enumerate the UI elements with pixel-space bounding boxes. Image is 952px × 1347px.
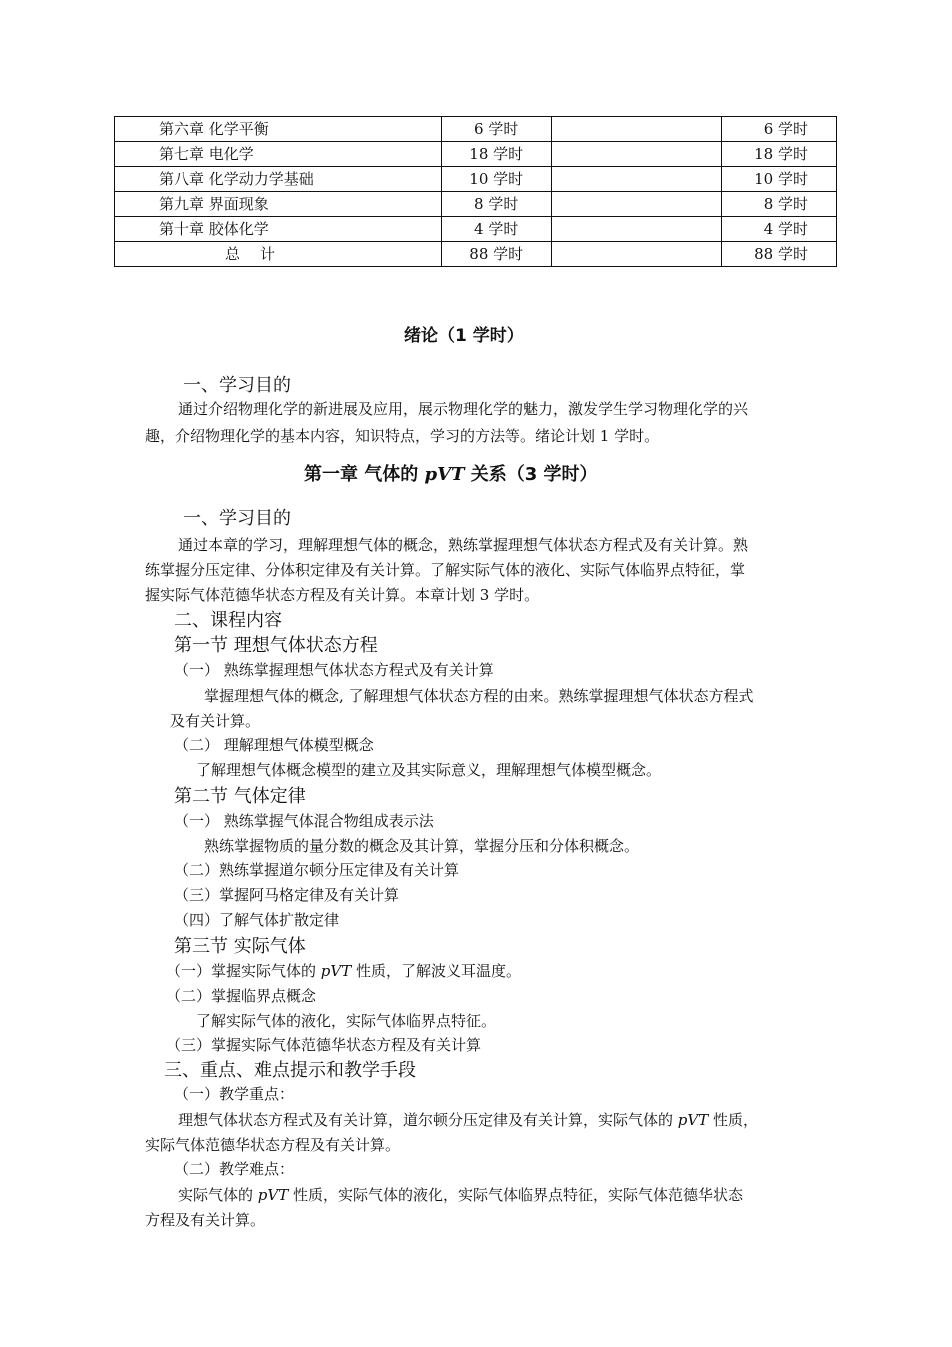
chapter-cell: 第九章 界面现象: [115, 192, 442, 217]
hours-cell: 18 学时: [441, 142, 551, 167]
chapter-title-suffix: 关系（3 学时）: [464, 464, 598, 485]
paragraph-line: 熟练掌握物质的量分数的概念及其计算，掌握分压和分体积概念。: [204, 837, 640, 855]
chapter-cell: 第八章 化学动力学基础: [115, 167, 442, 192]
subsection-heading: （二）掌握临界点概念: [166, 987, 317, 1005]
subsection-heading: （二） 理解理想气体模型概念: [174, 736, 374, 754]
total-cell: 6 学时: [721, 117, 836, 142]
table-row: [115, 117, 837, 142]
chapter-title-prefix: 第一章 气体的: [304, 464, 425, 485]
chapter-goal-line: 握实际气体范德华状态方程及有关计算。本章计划 3 学时。: [145, 586, 540, 604]
text-segment: 性质，: [708, 1111, 759, 1129]
paragraph-line: 实际气体范德华状态方程及有关计算。: [145, 1136, 401, 1154]
table-row: [115, 142, 837, 167]
extra-cell: [551, 142, 721, 167]
total-cell: 8 学时: [721, 192, 836, 217]
section-heading: 第二节 气体定律: [174, 786, 306, 807]
extra-cell: [551, 117, 721, 142]
text-segment: 性质，实际气体的液化，实际气体临界点特征，实际气体范德华状态: [288, 1186, 744, 1204]
hours-cell: 6 学时: [441, 117, 551, 142]
text-segment: 实际气体的: [178, 1186, 258, 1204]
content-heading: 二、课程内容: [174, 610, 282, 631]
text-segment: 性质，了解波义耳温度。: [351, 962, 522, 980]
chapter-cell: 第七章 电化学: [115, 142, 442, 167]
key-points-heading: 三、重点、难点提示和教学手段: [164, 1060, 416, 1081]
total-cell: 88 学时: [721, 242, 836, 267]
intro-paragraph-line: 通过介绍物理化学的新进展及应用，展示物理化学的魅力，激发学生学习物理化学的兴: [178, 400, 749, 418]
hours-cell: 8 学时: [441, 192, 551, 217]
total-cell: 4 学时: [721, 217, 836, 242]
chapter-goal-line: 通过本章的学习，理解理想气体的概念，熟练掌握理想气体状态方程式及有关计算。熟: [178, 536, 749, 554]
variable-pvt: pVT: [320, 962, 352, 980]
chapter-cell: 第十章 胶体化学: [115, 217, 442, 242]
paragraph-line: [178, 1109, 758, 1130]
subsection-heading: （一） 熟练掌握气体混合物组成表示法: [174, 812, 434, 830]
paragraph-line: 了解理想气体概念模型的建立及其实际意义，理解理想气体模型概念。: [196, 761, 662, 779]
paragraph-line: 掌握理想气体的概念, 了解理想气体状态方程的由来。熟练掌握理想气体状态方程式: [204, 687, 754, 705]
subsection-heading: （三）掌握阿马格定律及有关计算: [174, 886, 400, 904]
variable-pvt: pVT: [677, 1111, 709, 1129]
variable-pvt: pVT: [257, 1186, 289, 1204]
chapter-cell: 第六章 化学平衡: [115, 117, 442, 142]
paragraph-line: 方程及有关计算。: [145, 1211, 266, 1229]
table-total-row: [115, 242, 837, 267]
intro-goal-heading: 一、学习目的: [183, 375, 291, 396]
text-segment: （一）掌握实际气体的: [166, 962, 321, 980]
total-cell: 10 学时: [721, 167, 836, 192]
chapter-title: [304, 460, 598, 486]
text-segment: 理想气体状态方程式及有关计算，道尔顿分压定律及有关计算，实际气体的: [178, 1111, 678, 1129]
table-row: [115, 217, 837, 242]
hours-table: [114, 116, 837, 267]
paragraph-line: 了解实际气体的液化，实际气体临界点特征。: [196, 1012, 497, 1030]
subsection-heading: [166, 960, 521, 981]
subsection-heading: （二）熟练掌握道尔顿分压定律及有关计算: [174, 861, 460, 879]
total-label-cell: 总计: [115, 242, 442, 267]
intro-paragraph-line: 趣，介绍物理化学的基本内容，知识特点，学习的方法等。绪论计划 1 学时。: [145, 427, 660, 445]
extra-cell: [551, 242, 721, 267]
chapter-goal-heading: 一、学习目的: [183, 508, 291, 529]
extra-cell: [551, 217, 721, 242]
subsection-heading: （三）掌握实际气体范德华状态方程及有关计算: [166, 1036, 482, 1054]
section-heading: 第三节 实际气体: [174, 936, 306, 957]
section-heading: 第一节 理想气体状态方程: [174, 635, 378, 656]
table-row: [115, 167, 837, 192]
subsection-heading: （一）教学重点：: [174, 1085, 295, 1103]
subsection-heading: （四）了解气体扩散定律: [174, 911, 340, 929]
paragraph-line: 及有关计算。: [170, 712, 261, 730]
extra-cell: [551, 192, 721, 217]
subsection-heading: （二）教学难点：: [174, 1160, 295, 1178]
intro-title: 绪论（1 学时）: [404, 326, 524, 346]
hours-cell: 10 学时: [441, 167, 551, 192]
chapter-goal-line: 练掌握分压定律、分体积定律及有关计算。了解实际气体的液化、实际气体临界点特征，掌: [145, 561, 746, 579]
hours-cell: 88 学时: [441, 242, 551, 267]
hours-cell: 4 学时: [441, 217, 551, 242]
extra-cell: [551, 167, 721, 192]
subsection-heading: （一） 熟练掌握理想气体状态方程式及有关计算: [174, 661, 494, 679]
paragraph-line: [178, 1184, 743, 1205]
table-row: [115, 192, 837, 217]
total-cell: 18 学时: [721, 142, 836, 167]
chapter-title-variable: pVT: [424, 464, 465, 485]
